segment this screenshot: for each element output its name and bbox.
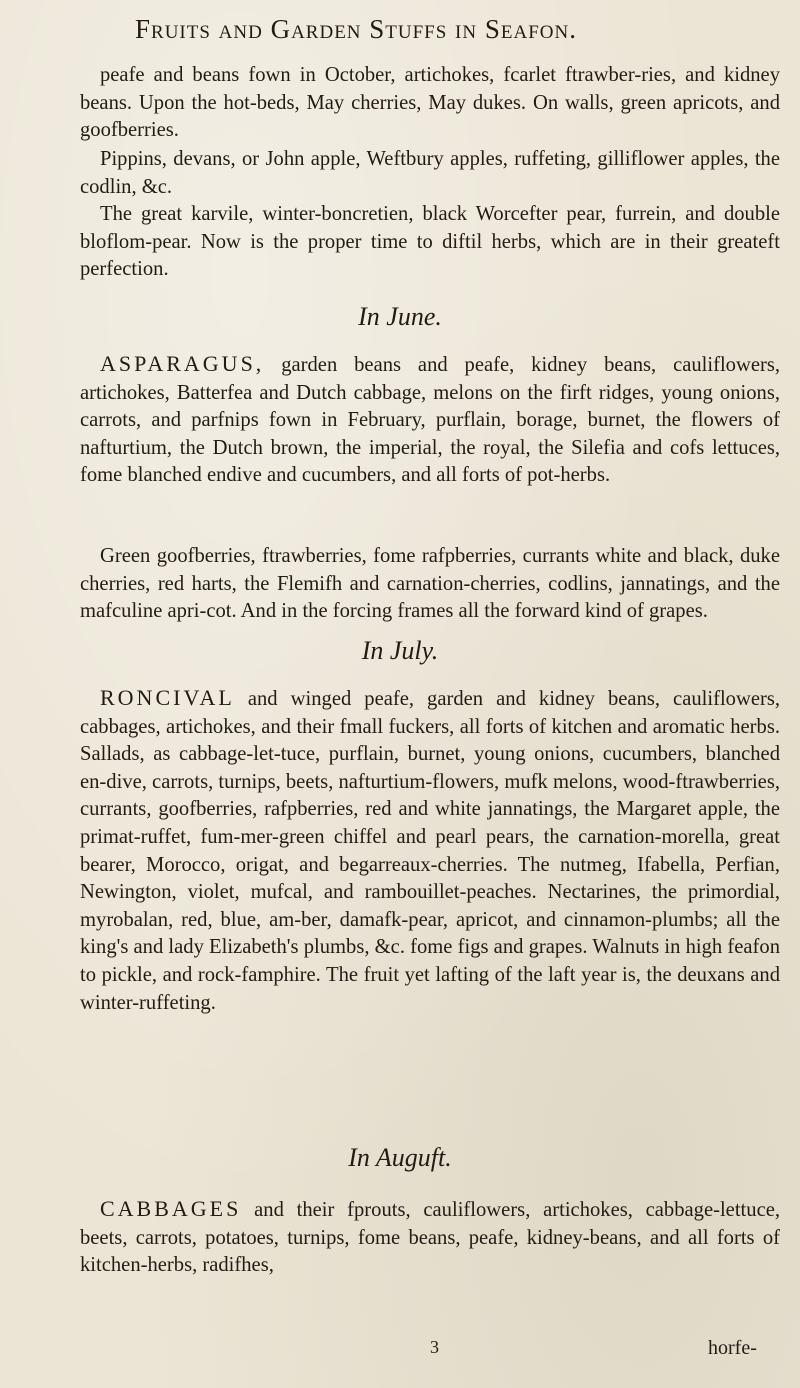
paragraph-june-fruits: Green goofberries, ftrawberries, fome rafpberries, currants white and black, duke cherries, red harts, the Flemifh and carnation-cherries, codlins, jannatings, and the mafculine apri-cot. And in the forcing frames all the forward kind of grapes.	[80, 545, 780, 623]
paragraph-pears-herbs: The great karvile, winter-boncretien, black Worcefter pear, furrein, and double bloflom-pear. Now is the proper time to diftil herbs, which are in their greateft perfection.	[80, 203, 780, 281]
paragraph-october-fruits: peafe and beans fown in October, artichokes, fcarlet ftrawber-ries, and kidney beans. Upon the hot-beds, May cherries, May dukes. On walls, green apricots, and goofberries.	[80, 64, 780, 142]
july-lead-word: RONCIVAL	[100, 685, 235, 710]
catchword: horfe-	[708, 1337, 757, 1359]
august-produce-text: and their fprouts, cauliflowers, artichokes, cabbage-lettuce, beets, carrots, potatoes, turnips, fome beans, peafe, kidney-beans, and all forts of kitchen-herbs, radifhes,	[80, 1199, 780, 1277]
running-head: Fruits and Garden Stuffs in Seafon.	[135, 14, 577, 44]
paragraph-august-produce	[80, 1195, 780, 1280]
heading-july: In July.	[361, 636, 439, 665]
heading-june: In June.	[358, 302, 442, 331]
august-lead-word: CABBAGES	[100, 1196, 242, 1221]
june-vegetables-text: garden beans and peafe, kidney beans, cauliflowers, artichokes, Batterfea and Dutch cabbage, melons on the firft ridges, young onions, carrots, and parfnips fown in February, purflain, borage, burnet, the flowers of nafturtium, the Dutch brown, the imperial, the royal, the Silefia and cofs lettuces, fome blanched endive and cucumbers, and all forts of pot-herbs.	[80, 354, 780, 487]
paragraph-june-vegetables	[80, 350, 780, 490]
july-produce-text: and winged peafe, garden and kidney beans, cauliflowers, cabbages, artichokes, and their fmall fuckers, all forts of kitchen and aromatic herbs. Sallads, as cabbage-let-tuce, purflain, burnet, young onions, cucumbers, blanched en-dive, carrots, turnips, beets, nafturtium-flowers, mufk melons, wood-ftrawberries, currants, goofberries, rafpberries, red and white jannatings, the Margaret apple, the primat-ruffet, fum-mer-green chiffel and pearl pears, the carnation-morella, great bearer, Morocco, origat, and begarreaux-cherries. The nutmeg, Ifabella, Perfian, Newington, violet, mufcal, and rambouillet-peaches. Nectarines, the primordial, myrobalan, red, blue, am-ber, damafk-pear, apricot, and cinnamon-plumbs; all the king's and lady Elizabeth's plumbs, &c. fome figs and grapes. Walnuts in high feafon to pickle, and rock-famphire. The fruit yet lafting of the laft year is, the deuxans and winter-ruffeting.	[80, 688, 780, 1014]
paragraph-july-produce	[80, 684, 780, 1017]
heading-august: In Auguft.	[348, 1143, 452, 1172]
signature-mark: 3	[430, 1337, 439, 1357]
june-lead-word: ASPARAGUS,	[100, 351, 265, 376]
paragraph-apples: Pippins, devans, or John apple, Weftbury apples, ruffeting, gilliflower apples, the codlin, &c.	[80, 148, 780, 198]
